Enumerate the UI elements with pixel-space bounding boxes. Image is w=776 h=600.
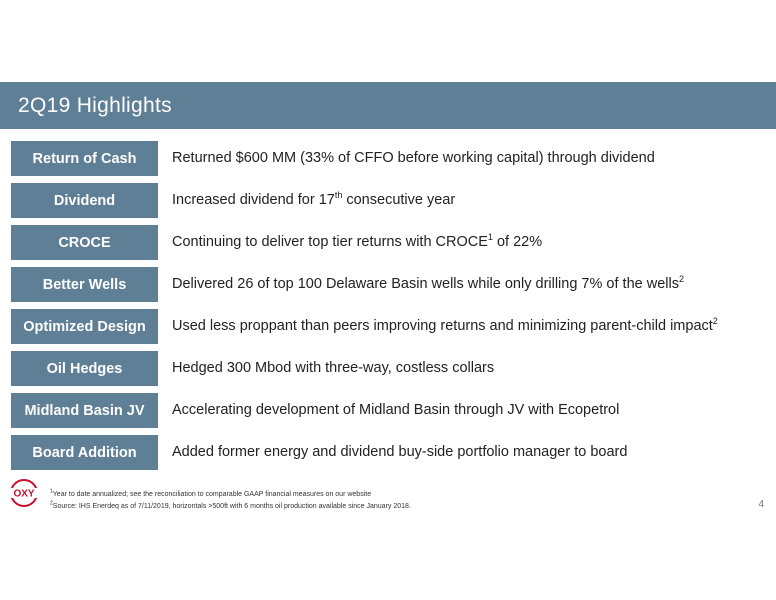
highlight-row: [11, 225, 771, 260]
highlight-label: Better Wells: [11, 267, 158, 302]
page-number: 4: [758, 499, 764, 510]
highlight-row: [11, 435, 771, 470]
oxy-logo: [4, 478, 44, 508]
slide-title: 2Q19 Highlights: [18, 94, 172, 117]
logo-text: OXY: [13, 488, 35, 500]
highlight-description: Accelerating development of Midland Basin through JV with Ecopetrol: [172, 402, 620, 418]
highlight-label: Dividend: [11, 183, 158, 218]
highlight-label: Optimized Design: [11, 309, 158, 344]
highlight-label: Midland Basin JV: [11, 393, 158, 428]
highlight-description: Returned $600 MM (33% of CFFO before working capital) through dividend: [172, 150, 655, 166]
highlight-row: [11, 183, 771, 218]
highlight-row: [11, 393, 771, 428]
footnote: $^2$Source: IHS Enerdeq as of 7/11/2019, horizontals >500ft with 6 months oil production available since January 2018.: [50, 500, 411, 510]
highlight-description: Added former energy and dividend buy-side portfolio manager to board: [172, 444, 628, 460]
highlights-list: [11, 141, 771, 477]
highlight-label: Board Addition: [11, 435, 158, 470]
highlight-row: [11, 351, 771, 386]
title-bar: [0, 82, 776, 129]
highlight-description: Continuing to deliver top tier returns with CROCE$^1$ of 22%: [172, 232, 543, 250]
highlight-description: Increased dividend for 17th consecutive year: [172, 190, 456, 208]
highlight-label: CROCE: [11, 225, 158, 260]
footnotes: [50, 489, 411, 513]
highlight-row: [11, 267, 771, 302]
footnote: $^1$Year to date annualized; see the reconciliation to comparable GAAP financial measures on our website: [50, 488, 372, 498]
highlight-description: Used less proppant than peers improving returns and minimizing parent-child impact$^2$: [172, 316, 718, 334]
highlight-label: Oil Hedges: [11, 351, 158, 386]
highlight-label: Return of Cash: [11, 141, 158, 176]
highlight-row: [11, 309, 771, 344]
highlight-row: [11, 141, 771, 176]
highlight-description: Delivered 26 of top 100 Delaware Basin wells while only drilling 7% of the wells$^2$: [172, 274, 684, 292]
highlight-description: Hedged 300 Mbod with three-way, costless collars: [172, 360, 495, 376]
